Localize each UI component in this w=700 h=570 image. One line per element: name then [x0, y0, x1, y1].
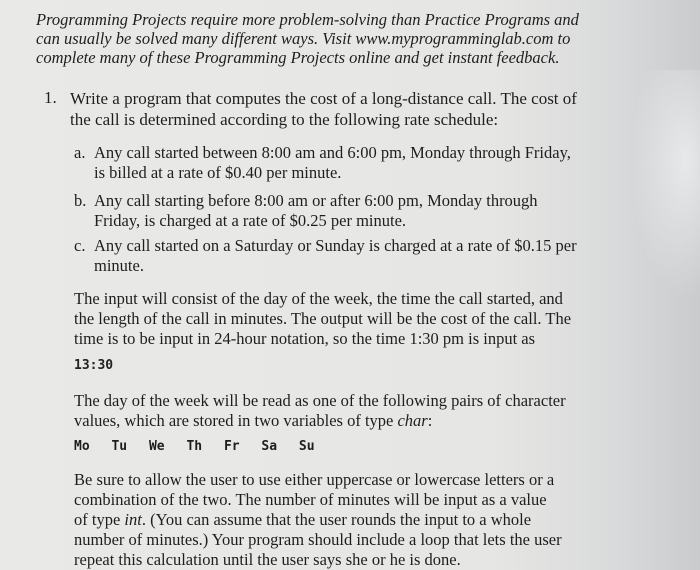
rate-item-line: minute. — [94, 256, 144, 275]
day-paragraph — [74, 391, 634, 431]
final-line: Be sure to allow the user to use either uppercase or lowercase letters or a — [74, 470, 555, 489]
problem-line: the call is determined according to the following rate schedule: — [70, 110, 499, 129]
rate-item-label: c. — [74, 236, 86, 255]
day-code: Fr — [223, 439, 240, 454]
day-code: Th — [186, 439, 203, 454]
day-code: Mo — [74, 439, 90, 454]
final-line: combination of the two. The number of minutes will be input as a value — [74, 490, 547, 509]
intro-line: can usually be solved many different ways. Visit www.myprogramminglab.com to — [36, 29, 571, 48]
int-type-code: int — [124, 510, 142, 529]
input-line: The input will consist of the day of the week, the time the call started, and — [74, 289, 563, 308]
day-code: Sa — [261, 439, 278, 454]
intro-paragraph — [36, 10, 636, 67]
input-line: the length of the call in minutes. The output will be the cost of the call. The — [74, 309, 572, 328]
rate-item-label: b. — [74, 191, 87, 210]
problem-line: Write a program that computes the cost of a long-distance call. The cost of — [70, 89, 577, 108]
day-line: The day of the week will be read as one of the following pairs of character — [74, 391, 566, 410]
problem-statement — [70, 88, 630, 130]
day-code: Su — [298, 439, 315, 454]
char-type-code: char — [397, 411, 428, 430]
final-line — [74, 510, 634, 530]
final-line-text: . (You can assume that the user rounds the input to a whole — [141, 510, 532, 529]
rate-item-line: Any call started on a Saturday or Sunday is charged at a rate of $0.15 per — [94, 236, 577, 255]
rate-item-line: Any call started between 8:00 am and 6:00 pm, Monday through Friday, — [94, 143, 571, 162]
photo-glare — [630, 70, 700, 300]
intro-line: complete many of these Programming Projects online and get instant feedback. — [36, 48, 560, 67]
final-line: number of minutes.) Your program should include a loop that lets the user — [74, 530, 562, 549]
day-line — [74, 411, 634, 431]
day-code: Tu — [111, 439, 128, 454]
final-line: repeat this calculation until the user says she or he is done. — [74, 550, 461, 569]
rate-item-line: Any call starting before 8:00 am or after 6:00 pm, Monday through — [94, 191, 538, 210]
day-codes — [74, 439, 329, 454]
time-example: 13:30 — [74, 358, 114, 373]
input-paragraph — [74, 289, 634, 349]
day-line-colon: : — [427, 411, 433, 430]
intro-line: Programming Projects require more problem-solving than Practice Programs and — [36, 10, 579, 29]
final-paragraph — [74, 470, 634, 570]
final-line-text: of type — [74, 510, 125, 529]
input-line: time is to be input in 24-hour notation, so the time 1:30 pm is input as — [74, 329, 536, 348]
rate-item-line: Friday, is charged at a rate of $0.25 per minute. — [94, 211, 407, 230]
day-line-text: values, which are stored in two variables of type — [74, 411, 398, 430]
problem-number: 1. — [44, 88, 57, 107]
rate-item-label: a. — [74, 143, 86, 162]
rate-item-line: is billed at a rate of $0.40 per minute. — [94, 163, 342, 182]
day-code: We — [148, 439, 165, 454]
